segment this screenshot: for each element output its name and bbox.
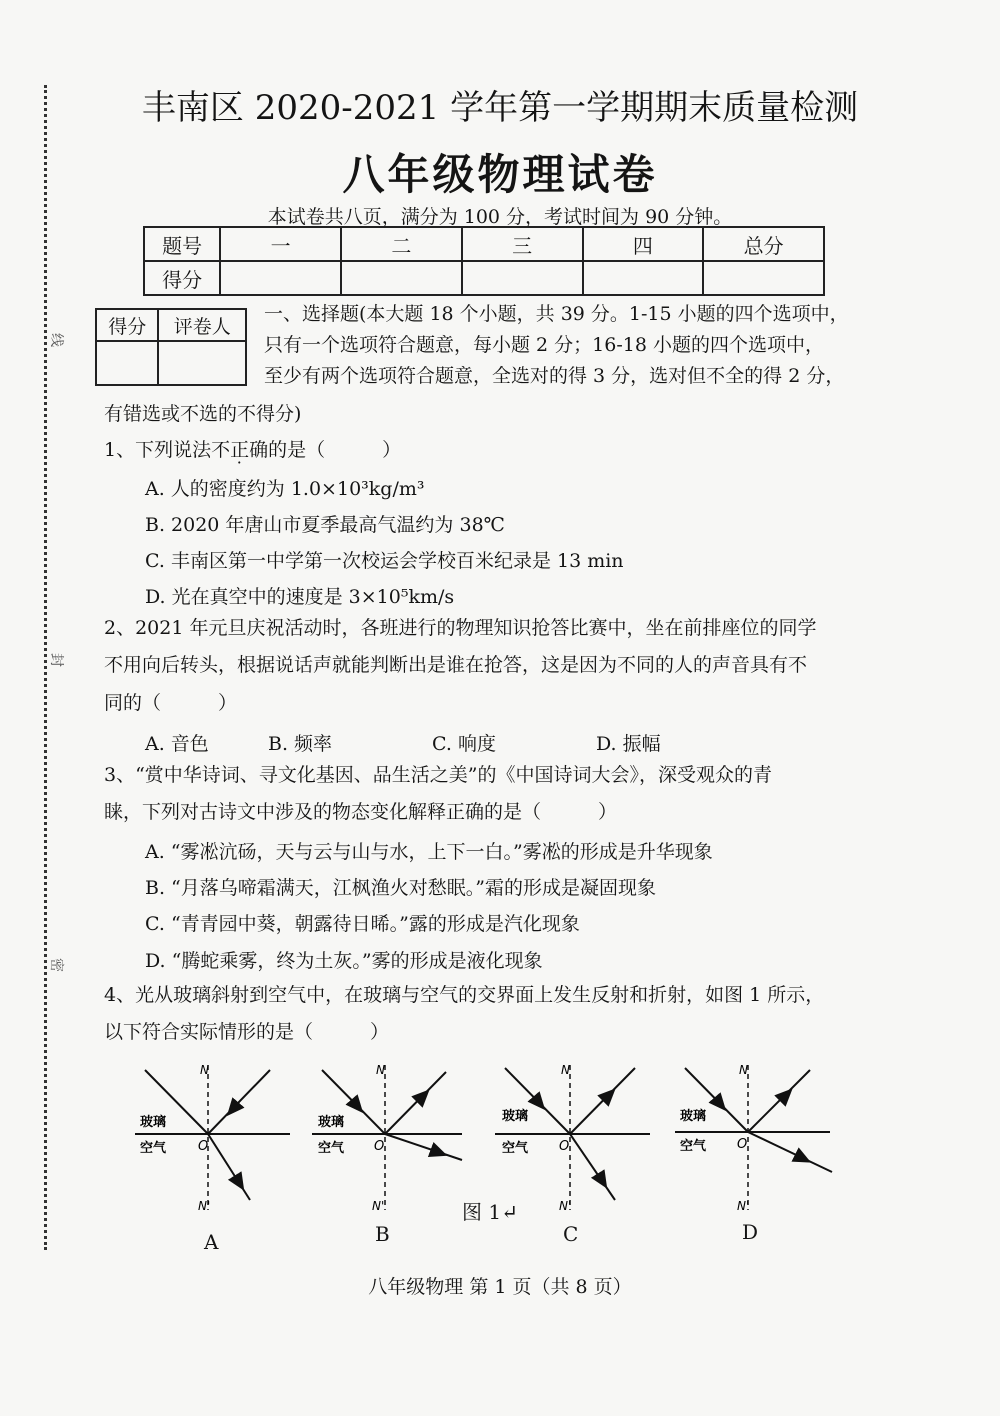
- binding-mark-feng: 封: [48, 653, 64, 667]
- figure-caption: 图 1↵: [462, 1200, 518, 1224]
- score-cell[interactable]: [462, 261, 583, 295]
- question-3-option-a[interactable]: A. “雾凇沆砀，天与云与山与水，上下一白。”雾凇的形成是升华现象: [145, 841, 713, 863]
- figure-panel-label-d[interactable]: D: [742, 1220, 759, 1244]
- question-1-option-d[interactable]: D. 光在真空中的速度是 3×10⁵km/s: [145, 586, 455, 608]
- ray: [748, 1070, 810, 1132]
- score-table-col-1: 一: [220, 227, 341, 261]
- label-air: 空气: [140, 1141, 167, 1156]
- grader-box-grader-label: 评卷人: [158, 309, 246, 341]
- score-cell[interactable]: [220, 261, 341, 295]
- label-normal-bottom: N': [559, 1199, 572, 1213]
- label-glass: 玻璃: [680, 1109, 707, 1124]
- arrow-icon: [352, 1100, 358, 1107]
- section1-intro-line1: 一、选择题(本大题 18 个小题，共 39 分。1-15 小题的四个选项中，: [264, 303, 849, 325]
- question-4-stem-line2: 以下符合实际情形的是（ ）: [104, 1021, 390, 1043]
- label-normal-bottom: N': [737, 1199, 750, 1213]
- section1-intro-line2: 只有一个选项符合题意，每小题 2 分；16-18 小题的四个选项中，: [264, 334, 824, 356]
- arrow-icon: [604, 1094, 610, 1100]
- ray: [570, 1068, 635, 1134]
- arrow-icon: [715, 1098, 721, 1105]
- grader-box: [95, 308, 247, 386]
- score-table: [143, 226, 825, 296]
- score-table-col-2: 二: [341, 227, 462, 261]
- question-2-option-b[interactable]: B. 频率: [268, 733, 333, 755]
- figure-panel-label-c[interactable]: C: [563, 1222, 579, 1246]
- ray: [385, 1072, 446, 1134]
- arrow-icon: [598, 1174, 603, 1182]
- question-2-option-d[interactable]: D. 振幅: [596, 733, 661, 755]
- binding-mark-xian: 线: [48, 333, 64, 347]
- binding-mark-mi: 密: [48, 958, 64, 972]
- question-2-stem-line3: 同的（ ）: [104, 692, 238, 714]
- exam-title-line1: 丰南区 2020-2021 学年第一学期期末质量检测: [141, 88, 859, 128]
- question-3-option-c[interactable]: C. “青青园中葵，朝露待日晞。”露的形成是汽化现象: [145, 913, 580, 935]
- ray: [208, 1134, 250, 1200]
- label-air: 空气: [318, 1141, 345, 1156]
- label-glass: 玻璃: [502, 1109, 529, 1124]
- label-normal-top: N: [739, 1063, 748, 1077]
- figure-panel-b: [312, 1063, 462, 1213]
- label-normal-bottom: N': [372, 1199, 385, 1213]
- exam-title-line2: 八年级物理试卷: [342, 150, 658, 199]
- score-cell[interactable]: [341, 261, 462, 295]
- ray: [570, 1134, 615, 1200]
- figure-1: [0, 1040, 1000, 1260]
- figure-panel-d: [675, 1063, 832, 1213]
- score-table-col-4: 四: [583, 227, 704, 261]
- question-2-option-a[interactable]: A. 音色: [145, 733, 209, 755]
- label-air: 空气: [680, 1139, 707, 1154]
- score-cell[interactable]: [583, 261, 704, 295]
- label-normal-top: N: [376, 1063, 385, 1077]
- question-2-stem-line1: 2、2021 年元旦庆祝活动时，各班进行的物理知识抢答比赛中，坐在前排座位的同学: [104, 617, 817, 639]
- question-3-stem-line2: 睐，下列对古诗文中涉及的物态变化解释正确的是（ ）: [104, 801, 618, 823]
- ray: [208, 1070, 270, 1134]
- label-glass: 玻璃: [318, 1115, 345, 1130]
- question-1-stem: [104, 438, 401, 463]
- figure-panel-a: [135, 1063, 290, 1213]
- label-glass: 玻璃: [140, 1115, 167, 1130]
- label-normal-top: N: [200, 1063, 209, 1077]
- page-footer: 八年级物理 第 1 页（共 8 页）: [368, 1276, 632, 1298]
- label-origin: O: [198, 1139, 209, 1154]
- grader-box-score-cell[interactable]: [96, 341, 158, 385]
- section1-intro-line3: 至少有两个选项符合题意，全选对的得 3 分，选对但不全的得 2 分，: [264, 365, 845, 387]
- question-1-stem-emphasis: 不正确: [211, 439, 269, 461]
- question-2-option-c[interactable]: C. 响度: [432, 733, 496, 755]
- label-origin: O: [559, 1139, 570, 1154]
- ray: [748, 1132, 832, 1172]
- arrow-icon: [534, 1097, 540, 1104]
- figure-panel-c: [495, 1063, 650, 1213]
- question-2-stem-line2: 不用向后转头，根据说话声就能判断出是谁在抢答，这是因为不同的人的声音具有不: [104, 654, 808, 676]
- arrow-icon: [432, 1150, 440, 1153]
- grader-box-score-label: 得分: [96, 309, 158, 341]
- section1-intro-line4: 有错选或不选的不得分): [104, 403, 302, 425]
- grader-box-grader-cell[interactable]: [158, 341, 246, 385]
- arrow-icon: [235, 1176, 240, 1184]
- score-table-header-number: 题号: [144, 227, 220, 261]
- score-table-col-3: 三: [462, 227, 583, 261]
- question-1-stem-after: 的是（ ）: [268, 439, 402, 461]
- label-air: 空气: [502, 1141, 529, 1156]
- question-1-option-a[interactable]: A. 人的密度约为 1.0×10³kg/m³: [145, 478, 425, 500]
- arrow-icon: [418, 1095, 424, 1101]
- label-normal-top: N: [561, 1063, 570, 1077]
- score-table-col-total: 总分: [703, 227, 824, 261]
- question-1-stem-before: 1、下列说法: [104, 439, 212, 461]
- label-normal-bottom: N': [198, 1199, 211, 1213]
- question-3-option-d[interactable]: D. “腾蛇乘雾，终为土灰。”雾的形成是液化现象: [145, 950, 543, 972]
- score-cell[interactable]: [703, 261, 824, 295]
- label-origin: O: [374, 1139, 385, 1154]
- figure-panel-label-a[interactable]: A: [204, 1230, 219, 1254]
- exam-instructions: 本试卷共八页，满分为 100 分，考试时间为 90 分钟。: [267, 206, 733, 228]
- question-1-option-c[interactable]: C. 丰南区第一中学第一次校运会学校百米纪录是 13 min: [145, 550, 624, 572]
- ray: [385, 1134, 462, 1160]
- question-1-option-b[interactable]: B. 2020 年唐山市夏季最高气温约为 38℃: [145, 514, 505, 536]
- arrow-icon: [232, 1103, 238, 1110]
- score-table-header-score: 得分: [144, 261, 220, 295]
- question-4-stem-line1: 4、光从玻璃斜射到空气中，在玻璃与空气的交界面上发生反射和折射，如图 1 所示，: [104, 984, 825, 1006]
- question-3-option-b[interactable]: B. “月落乌啼霜满天，江枫渔火对愁眠。”霜的形成是凝固现象: [145, 877, 656, 899]
- question-3-stem-line1: 3、“赏中华诗词、寻文化基因、品生活之美”的《中国诗词大会》，深受观众的青: [104, 764, 773, 786]
- label-origin: O: [737, 1137, 748, 1152]
- figure-panel-label-b[interactable]: B: [375, 1222, 390, 1246]
